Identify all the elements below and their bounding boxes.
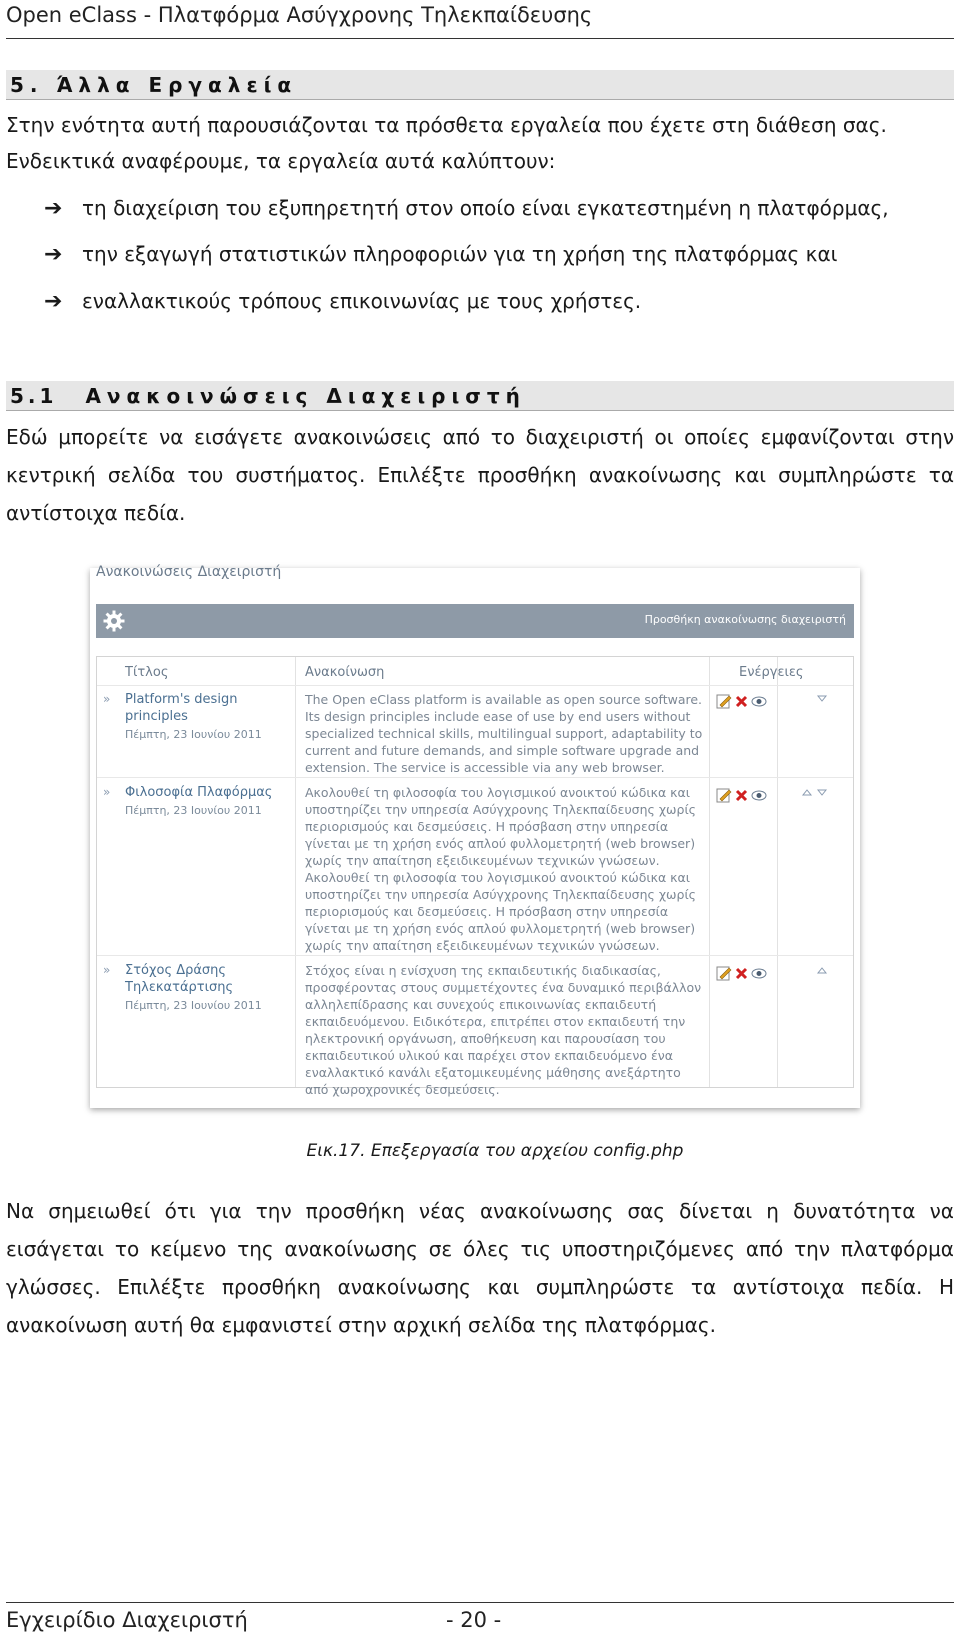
page-number: - 20 - — [446, 1608, 502, 1632]
page-footer — [6, 1602, 954, 1643]
screenshot-toolbar — [96, 604, 854, 638]
column-header-title: Τίτλος — [125, 665, 169, 680]
table-row-body: Στόχος είναι η ενίσχυση της εκπαιδευτικής διαδικασίας, προσφέροντας στους συμμετέχοντες ένα δυναμικό περιβάλλον αλληλεπίδρασης και συνεχούς επικοινωνίας εκπαιδευτή εκπαιδευόμενου. Ειδικότερα, επιτρέπει στον εκπαιδευτή την ηλεκτρονική οργάνωση, αποθήκευση και παρουσίαση του εκπαιδευτικού υλικού και παρέχει στον εκπαιδευόμενο ένα εναλλακτικό κανάλι εξατομικευμένης μάθησης ανεξάρτητο από χωροχρονικές δεσμεύσεις. — [305, 963, 702, 1097]
gear-icon[interactable] — [102, 609, 126, 633]
column-header-actions: Ενέργειες — [739, 665, 804, 680]
screenshot-title: Ανακοινώσεις Διαχειριστή — [96, 564, 282, 580]
edit-icon[interactable] — [717, 789, 731, 802]
row-actions — [715, 965, 775, 981]
section-5-1-number: 5.1 — [10, 384, 58, 408]
figure-caption: Εικ.17. Επεξεργασία του αρχείου config.php — [306, 1141, 684, 1161]
page-header-title: Open eClass - Πλατφόρμα Ασύγχρονης Τηλεκπαίδευσης — [6, 3, 593, 27]
edit-icon[interactable] — [717, 695, 731, 708]
row-order-arrows — [787, 691, 837, 707]
delete-icon[interactable] — [737, 697, 746, 706]
arrow-right-icon: ➔ — [44, 196, 63, 221]
footer-title: Εγχειρίδιο Διαχειριστή — [6, 1608, 248, 1632]
bullet-item: ➔ τη διαχείριση του εξυπηρετητή στον οποίο είναι εγκατεστημένη η πλατφόρμας, — [44, 193, 944, 224]
move-down-icon[interactable] — [818, 790, 826, 795]
delete-icon[interactable] — [737, 791, 746, 800]
table-row-body: Ακολουθεί τη φιλοσοφία του λογισμικού ανοικτού κώδικα και υποστηρίζει την υπηρεσία Ασύγχρονης Τηλεκπαίδευσης χωρίς περιορισμούς και δεσμεύσεις. Η πρόσβαση στην υπηρεσία γίνεται με τη χρήση ενός απλού φυλλομετρητή (web browser) χωρίς την απαίτηση εξειδικευμένων τεχνικών γνώσεων. Ακολουθεί τη φιλοσοφία του λογισμικού ανοικτού κώδικα και υποστηρίζει την υπηρεσία Ασύγχρονης Τηλεκπαίδευσης χωρίς περιορισμούς και δεσμεύσεις. Η πρόσβαση στην υπηρεσία γίνεται με τη χρήση ενός απλού φυλλομετρητή (web browser) χωρίς την απαίτηση εξειδικευμένων τεχνικών γνώσεων. — [305, 785, 697, 953]
row-actions — [715, 693, 775, 709]
row-marker: » — [103, 963, 111, 977]
bullet-item: ➔ εναλλακτικούς τρόπους επικοινωνίας με τους χρήστες. — [44, 286, 944, 317]
row-order-arrows — [787, 785, 837, 801]
arrow-right-icon: ➔ — [44, 242, 63, 267]
visibility-eye-icon[interactable] — [752, 969, 766, 978]
row-actions — [715, 787, 775, 803]
table-row-body: The Open eClass platform is available as open source software. Its design principles include ease of use by end users without specialized technical skills, multilingual support, adaptability to current and future demands, and simple software upgrade and extension. The service is accessible via any web browser. — [305, 692, 703, 775]
bullet-item: ➔ την εξαγωγή στατιστικών πληροφοριών για τη χρήση της πλατφόρμας και — [44, 239, 944, 270]
table-row-title[interactable]: Platform's design principles Πέμπτη, 23 Ιουνίου 2011 — [125, 692, 262, 741]
page-header — [6, 0, 954, 39]
section-5-intro-line2: Ενδεικτικά αναφέρουμε, τα εργαλεία αυτά καλύπτουν: — [6, 149, 556, 173]
move-down-icon[interactable] — [818, 696, 826, 701]
move-up-icon[interactable] — [818, 968, 826, 973]
announcements-screenshot — [90, 564, 860, 1108]
column-header-announcement: Ανακοίνωση — [305, 665, 385, 680]
announcements-table — [96, 656, 854, 1097]
section-heading-5 — [6, 70, 954, 100]
arrow-right-icon: ➔ — [44, 289, 63, 314]
row-marker: » — [103, 785, 111, 799]
row-order-arrows — [787, 963, 837, 979]
visibility-eye-icon[interactable] — [752, 697, 766, 706]
add-announcement-link[interactable]: Προσθήκη ανακοίνωσης διαχειριστή — [644, 613, 846, 626]
move-up-icon[interactable] — [803, 790, 811, 795]
delete-icon[interactable] — [737, 969, 746, 978]
section-5-intro-line1: Στην ενότητα αυτή παρουσιάζονται τα πρόσθετα εργαλεία που έχετε στη διάθεση σας. — [6, 113, 887, 137]
section-5-1-paragraph: Εδώ μπορείτε να εισάγετε ανακοινώσεις από το διαχειριστή οι οποίες εμφανίζονται στην κεντρική σελίδα του συστήματος. Επιλέξτε προσθήκη ανακοίνωσης και συμπληρώστε τα αντίστοιχα πεδία. — [6, 425, 954, 525]
visibility-eye-icon[interactable] — [752, 791, 766, 800]
section-5-title: 5. Άλλα Εργαλεία — [10, 73, 298, 97]
table-row-title[interactable]: Στόχος Δράσης Τηλεκατάρτισης Πέμπτη, 23 Ιουνίου 2011 — [125, 963, 262, 1012]
section-heading-5-1 — [6, 381, 954, 411]
section-5-1-title: Ανακοινώσεις Διαχειριστή — [85, 384, 526, 408]
table-row-title[interactable]: Φιλοσοφία Πλαφόρμας Πέμπτη, 23 Ιουνίου 2011 — [125, 785, 273, 817]
closing-paragraph: Να σημειωθεί ότι για την προσθήκη νέας ανακοίνωσης σας δίνεται η δυνατότητα να εισάγεται το κείμενο της ανακοίνωσης σε όλες τις υποστηριζόμενες από την πλατφόρμα γλώσσες. Επιλέξτε προσθήκη ανακοίνωσης και συμπληρώστε τα αντίστοιχα πεδία. Η ανακοίνωση αυτή θα εμφανιστεί στην αρχική σελίδα της πλατφόρμας. — [6, 1199, 954, 1337]
edit-icon[interactable] — [717, 967, 731, 980]
row-marker: » — [103, 692, 111, 706]
